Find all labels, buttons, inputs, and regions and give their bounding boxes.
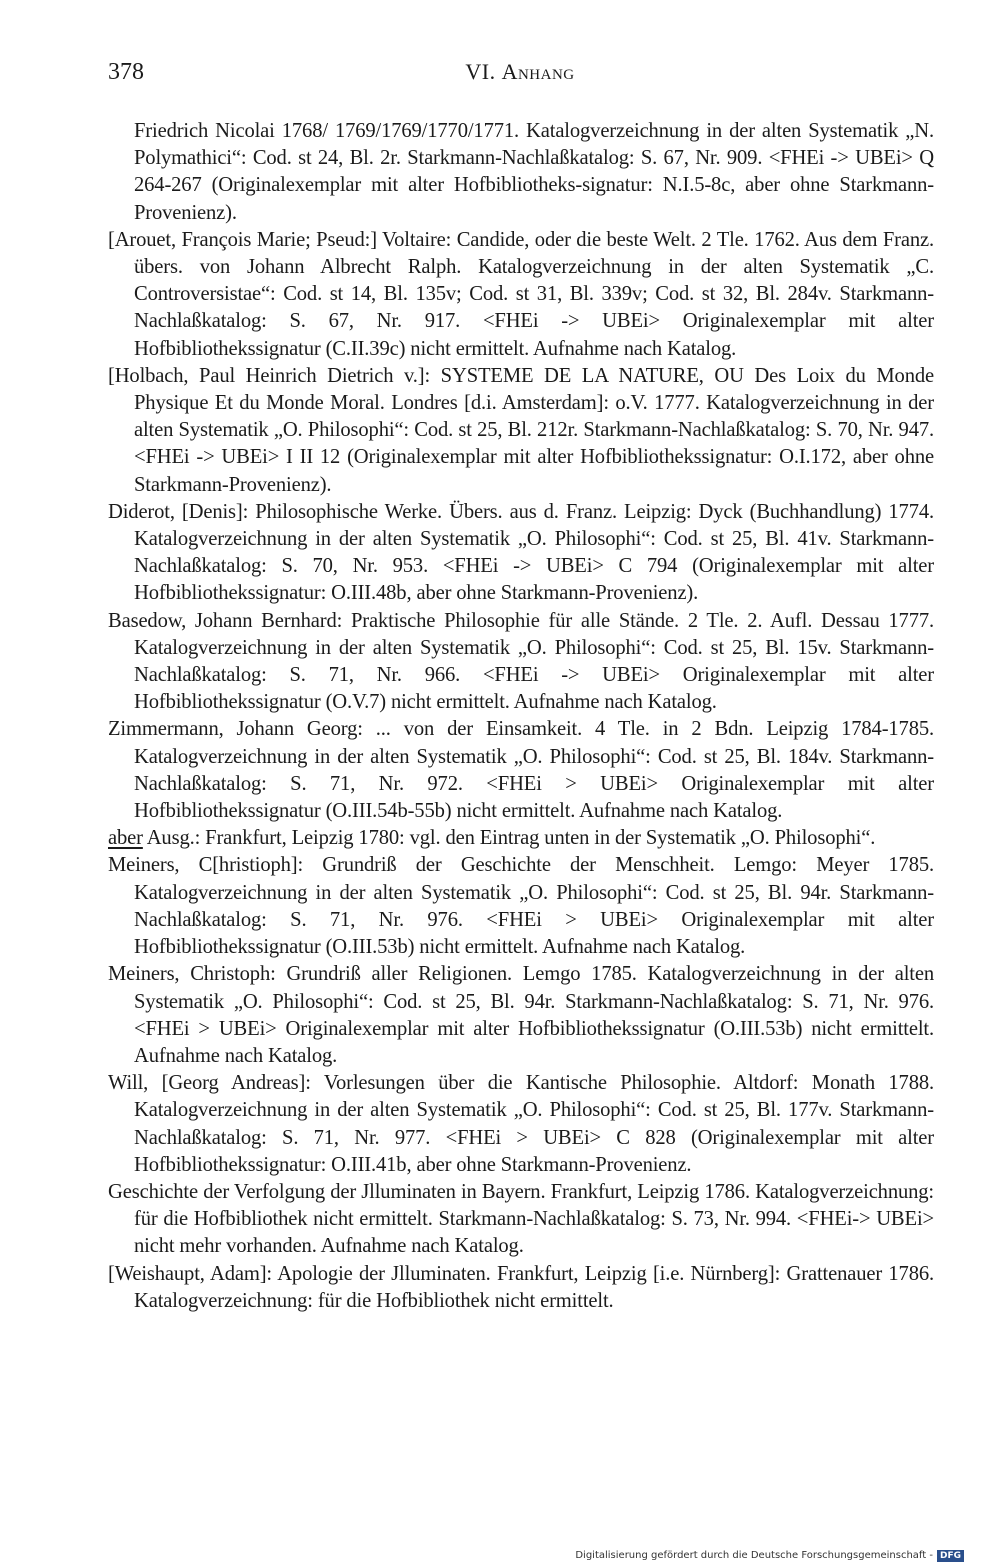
bibliography-entry-holbach: [Holbach, Paul Heinrich Dietrich v.]: SYSTEME DE LA NATURE, OU Des Loix du Monde Physique Et du Monde Moral. Londres [d.i. Amsterdam]: o.V. 1777. Katalogverzeichnung in der alten Systematik „O. Philosophi“: Cod. st 25, Bl. 212r. Starkmann-Nachlaßkatalog: S. 70, Nr. 947. <FHEi -> UBEi> I II 12 (Originalexemplar mit alter Hofbibliothekssignatur: O.I.172, aber ohne Starkmann-Provenienz). bbox=[108, 364, 934, 496]
bibliography-entry-aber-ausgabe bbox=[108, 825, 934, 852]
aber-entry-text: Ausg.: Frankfurt, Leipzig 1780: vgl. den Eintrag unten in der Systematik „O. Philosophi“. bbox=[142, 827, 876, 850]
digitization-footer bbox=[575, 1549, 964, 1563]
bibliography-entry-diderot: Diderot, [Denis]: Philosophische Werke. Übers. aus d. Franz. Leipzig: Dyck (Buchhandlung) 1774. Katalogverzeichnung in der alten Systematik „O. Philosophi“: Cod. st 25, Bl. 41v. Starkmann-Nachlaßkatalog: S. 70, Nr. 953. <FHEi -> UBEi> C 794 (Originalexemplar mit alter Hofbibliothekssignatur: O.III.48b, aber ohne Starkmann-Provenienz). bbox=[108, 500, 934, 605]
bibliography-entry-weishaupt: [Weishaupt, Adam]: Apologie der Jlluminaten. Frankfurt, Leipzig [i.e. Nürnberg]: Grattenauer 1786. Katalogverzeichnung: für die Hofbibliothek nicht ermittelt. bbox=[108, 1262, 934, 1312]
page-header bbox=[104, 56, 936, 92]
bibliography-entry-basedow: Basedow, Johann Bernhard: Praktische Philosophie für alle Stände. 2 Tle. 2. Aufl. Dessau 1777. Katalogverzeichnung in der alten Systematik „O. Philosophi“: Cod. st 25, Bl. 15v. Starkmann-Nachlaßkatalog: S. 71, Nr. 966. <FHEi -> UBEi> Originalexemplar mit alter Hofbibliothekssignatur (O.V.7) nicht ermittelt. Aufnahme nach Katalog. bbox=[108, 609, 934, 714]
bibliography-entry-nicolai: Friedrich Nicolai 1768/ 1769/1769/1770/1771. Katalogverzeichnung in der alten Systematik „N. Polymathici“: Cod. st 24, Bl. 2r. Starkmann-Nachlaßkatalog: S. 67, Nr. 909. <FHEi -> UBEi> Q 264-267 (Originalexemplar mit alter Hofbibliotheks-signatur: N.I.5-8c, aber ohne Starkmann-Provenienz). bbox=[134, 120, 934, 224]
bibliography-entry-voltaire: [Arouet, François Marie; Pseud:] Voltaire: Candide, oder die beste Welt. 2 Tle. 1762. Aus dem Franz. übers. von Johann Albrecht Ralph. Katalogverzeichnung in der alten Systematik „C. Controversistae“: Cod. st 14, Bl. 135v; Cod. st 31, Bl. 339v; Cod. st 32, Bl. 284v. Starkmann-Nachlaßkatalog: S. 67, Nr. 917. <FHEi -> UBEi> Originalexemplar mit alter Hofbibliothekssignatur (C.II.39c) nicht ermittelt. Aufnahme nach Katalog. bbox=[108, 228, 934, 360]
footer-text: Digitalisierung gefördert durch die Deutsche Forschungsgemeinschaft - bbox=[575, 1550, 933, 1561]
running-head bbox=[104, 56, 936, 88]
aber-underlined: aber bbox=[108, 827, 143, 850]
bibliography-list bbox=[108, 118, 934, 1315]
running-head-prefix: VI. bbox=[465, 59, 496, 84]
bibliography-entry-zimmermann: Zimmermann, Johann Georg: ... von der Einsamkeit. 4 Tle. in 2 Bdn. Leipzig 1784-1785. Katalogverzeichnung in der alten Systematik „O. Philosophi“: Cod. st 25, Bl. 184v. Starkmann-Nachlaßkatalog: S. 71, Nr. 972. <FHEi > UBEi> Originalexemplar mit alter Hofbibliothekssignatur (O.III.54b-55b) nicht ermittelt. Aufnahme nach Katalog. bbox=[108, 718, 934, 823]
bibliography-entry-meiners-geschichte: Meiners, C[hristioph]: Grundriß der Geschichte der Menschheit. Lemgo: Meyer 1785. Katalogverzeichnung in der alten Systematik „O. Philosophi“: Cod. st 25, Bl. 94r. Starkmann-Nachlaßkatalog: S. 71, Nr. 976. <FHEi > UBEi> Originalexemplar mit alter Hofbibliothekssignatur (O.III.53b) nicht ermittelt. Aufnahme nach Katalog. bbox=[108, 854, 934, 959]
bibliography-entry-will: Will, [Georg Andreas]: Vorlesungen über die Kantische Philosophie. Altdorf: Monath 1788. Katalogverzeichnung in der alten Systematik „O. Philosophi“: Cod. st 25, Bl. 177v. Starkmann-Nachlaßkatalog: S. 71, Nr. 977. <FHEi > UBEi> C 828 (Originalexemplar mit alter Hofbibliothekssignatur: O.III.41b, aber ohne Starkmann-Provenienz. bbox=[108, 1072, 934, 1176]
bibliography-entry-jlluminaten-geschichte: Geschichte der Verfolgung der Jlluminaten in Bayern. Frankfurt, Leipzig 1786. Katalogverzeichnung: für die Hofbibliothek nicht ermittelt. Starkmann-Nachlaßkatalog: S. 73, Nr. 994. <FHEi-> UBEi> nicht mehr vorhanden. Aufnahme nach Katalog. bbox=[108, 1180, 934, 1258]
dfg-logo-icon: DFG bbox=[937, 1550, 964, 1562]
page-number: 378 bbox=[108, 59, 144, 85]
running-head-title: Anhang bbox=[501, 59, 575, 84]
bibliography-entry-meiners-religionen: Meiners, Christoph: Grundriß aller Religionen. Lemgo 1785. Katalogverzeichnung in der alten Systematik „O. Philosophi“: Cod. st 25, Bl. 94r. Starkmann-Nachlaßkatalog: S. 71, Nr. 976. <FHEi > UBEi> Originalexemplar mit alter Hofbibliothekssignatur (O.III.53b) nicht ermittelt. Aufnahme nach Katalog. bbox=[108, 963, 934, 1067]
